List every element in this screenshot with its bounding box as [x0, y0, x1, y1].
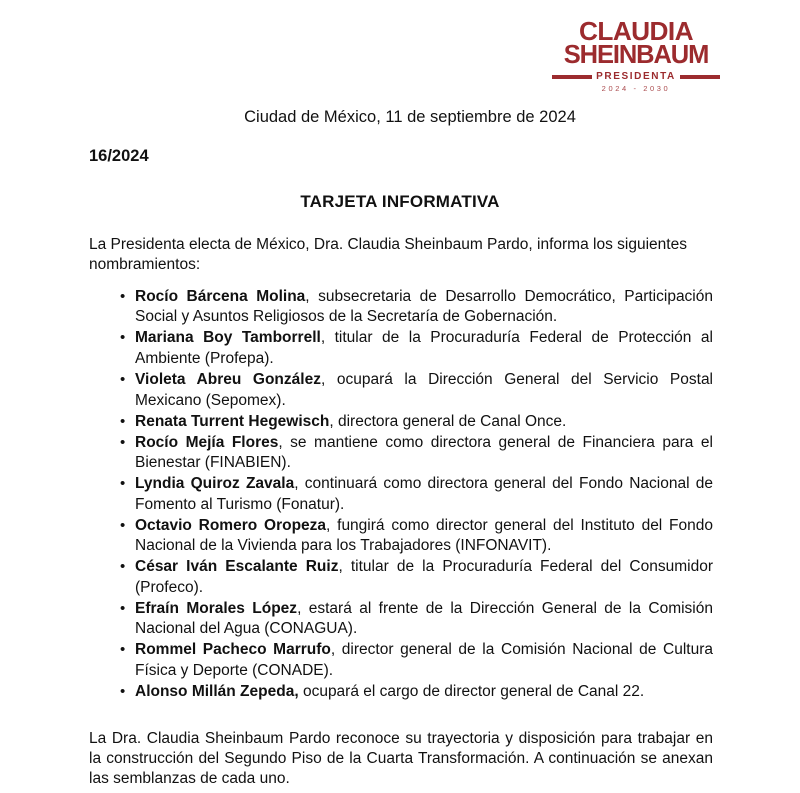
appointee-name: Lyndia Quiroz Zavala: [135, 475, 295, 493]
document-title: TARJETA INFORMATIVA: [300, 192, 500, 211]
intro-paragraph: La Presidenta electa de México, Dra. Claudia Sheinbaum Pardo, informa los siguientes nombramientos:: [89, 236, 687, 274]
closing-paragraph: La Dra. Claudia Sheinbaum Pardo reconoce su trayectoria y disposición para trabajar en la construcción del Segundo Piso de la Cuarta Transformación. A continuación se anexan las semblanzas de cada uno.: [89, 729, 713, 788]
logo-term-years: 2024 - 2030: [601, 83, 671, 93]
appointee-role: , estará al frente de la Dirección General de la Comisión Nacional del Agua (CONAGUA).: [135, 599, 713, 638]
appointee-name: Octavio Romero Oropeza: [135, 516, 327, 534]
list-item: [89, 433, 713, 474]
appointee-role: , continuará como directora general del Fondo Nacional de Fomento al Turismo (Fonatur).: [135, 475, 713, 513]
document-folio-number: 16/2024: [89, 147, 149, 165]
appointee-role: , directora general de Canal Once.: [329, 412, 567, 430]
appointee-name: Rocío Bárcena Molina: [135, 287, 306, 305]
appointee-role: , titular de la Procuraduría Federal del Consumidor (Profeco).: [135, 558, 713, 596]
appointee-name: Rommel Pacheco Marrufo: [135, 641, 331, 659]
appointee-name: César Iván Escalante Ruiz: [135, 558, 339, 576]
appointee-name: Rocío Mejía Flores: [135, 433, 279, 451]
list-item: [89, 328, 713, 369]
logo-subtitle-row: [552, 72, 720, 82]
list-item: [89, 287, 713, 328]
logo-subtitle: PRESIDENTA: [596, 70, 676, 82]
list-item: [89, 640, 713, 681]
appointee-role: , subsecretaria de Desarrollo Democrático, Participación Social y Asuntos Religiosos de la Secretaría de Gobernación.: [135, 287, 713, 326]
list-item: [89, 557, 713, 598]
logo-firstname: CLAUDIA: [579, 18, 693, 46]
appointee-name: Renata Turrent Hegewisch: [135, 412, 330, 430]
logo-lastname: SHEINBAUM: [563, 41, 709, 70]
list-item: [89, 370, 713, 411]
logo-rule-right: [680, 75, 720, 79]
appointee-name: Alonso Millán Zepeda,: [135, 683, 299, 700]
appointments-list: [89, 287, 713, 703]
appointee-role: , fungirá como director general del Instituto del Fondo Nacional de la Vivienda para los Trabajadores (INFONAVIT).: [135, 516, 713, 555]
list-item: [89, 412, 713, 433]
claudia-sheinbaum-logo: [552, 20, 720, 92]
list-item: [89, 474, 713, 515]
appointee-role: ocupará el cargo de director general de Canal 22.: [298, 683, 645, 700]
logo-rule-left: [552, 75, 592, 79]
list-item: [89, 682, 713, 703]
document-body: [89, 235, 713, 790]
appointee-name: Mariana Boy Tamborrell: [135, 329, 321, 347]
document-date: Ciudad de México, 11 de septiembre de 2024: [244, 108, 576, 126]
appointee-role: , director general de la Comisión Nacional de Cultura Física y Deporte (CONADE).: [135, 641, 713, 679]
list-item: [89, 599, 713, 640]
appointee-name: Efraín Morales López: [135, 599, 298, 617]
appointee-role: , ocupará la Dirección General del Servicio Postal Mexicano (Sepomex).: [135, 371, 714, 409]
appointee-role: , titular de la Procuraduría Federal de Protección al Ambiente (Profepa).: [135, 329, 713, 367]
appointee-name: Violeta Abreu González: [135, 371, 321, 389]
appointee-role: , se mantiene como directora general de Financiera para el Bienestar (FINABIEN).: [135, 433, 713, 472]
list-item: [89, 516, 713, 557]
